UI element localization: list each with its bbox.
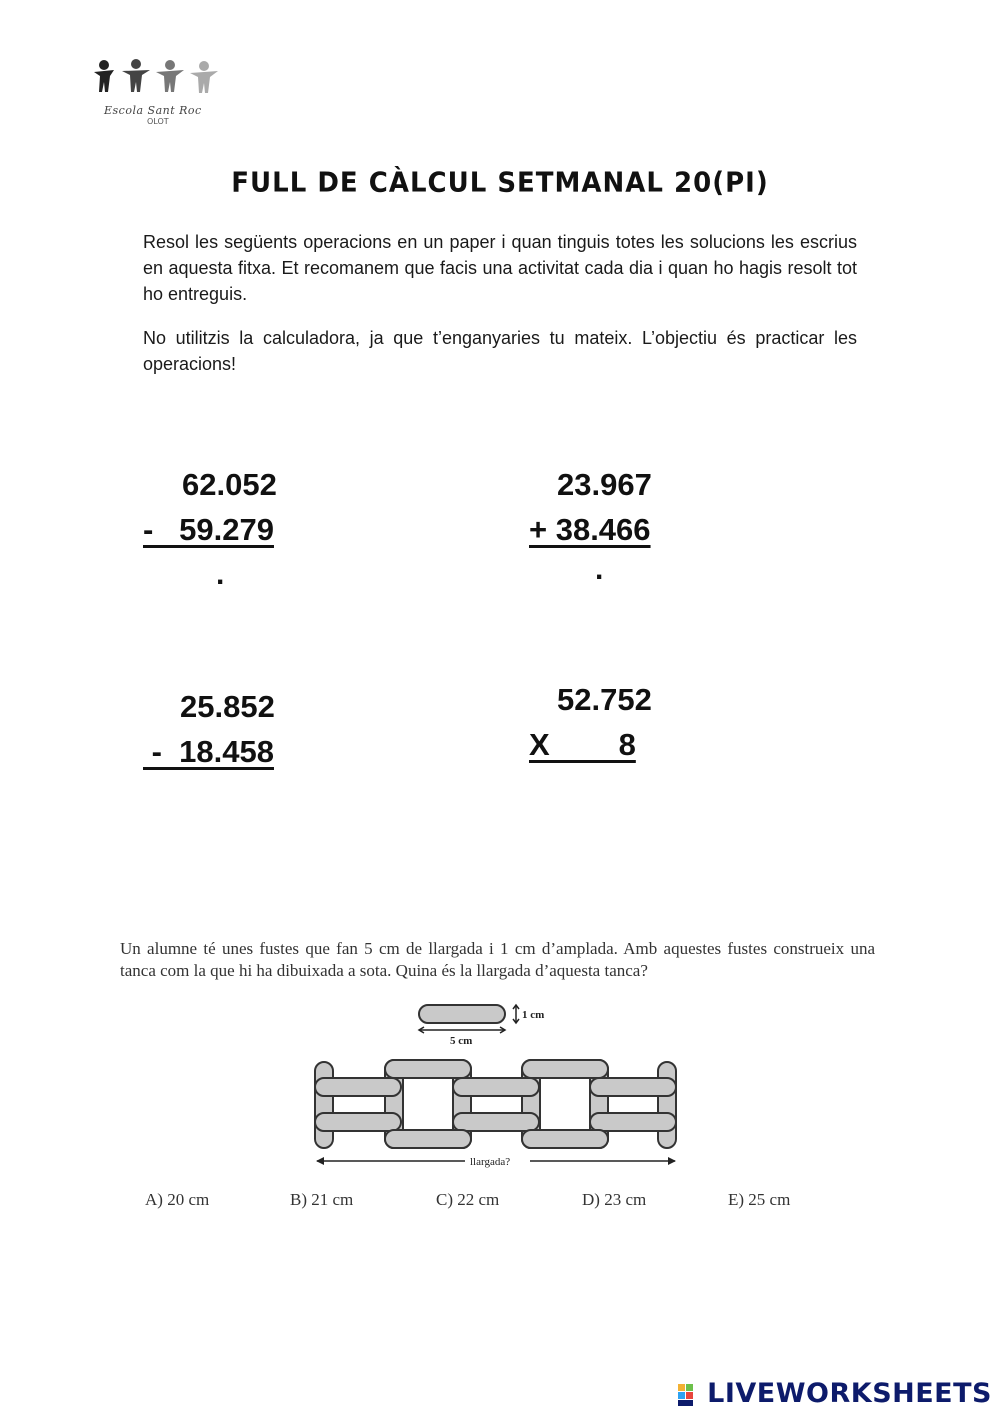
dim-height-label: 1 cm xyxy=(522,1009,545,1021)
op2-top: 23.967 xyxy=(557,467,652,502)
op4-top: 52.752 xyxy=(557,682,652,717)
option-a[interactable]: A) 20 cm xyxy=(145,1190,210,1209)
page-title: FULL DE CÀLCUL SETMANAL 20(PI) xyxy=(231,167,769,199)
fence-diagram xyxy=(300,1000,700,1170)
option-c[interactable]: C) 22 cm xyxy=(436,1190,500,1209)
op3-top: 25.852 xyxy=(180,689,275,724)
answer-options xyxy=(0,1190,1000,1214)
option-e[interactable]: E) 25 cm xyxy=(728,1190,791,1209)
op1-top: 62.052 xyxy=(182,467,277,502)
op4-bottom: X 8 xyxy=(529,727,636,762)
instructions-paragraph-1: Resol les següents operacions en un paper i quan tinguis totes les solucions les escrius en aquesta fitxa. Et recomanem que facis una activitat cada dia i quan ho hagis resolt tot ho entreguis. xyxy=(143,232,857,304)
op2-answer: . xyxy=(595,553,604,586)
op1-answer: . xyxy=(216,558,225,591)
op2-bottom: + 38.466 xyxy=(529,512,651,547)
dim-width-label: 5 cm xyxy=(450,1035,473,1047)
school-logo xyxy=(92,58,227,130)
school-city: OLOT xyxy=(147,117,169,126)
length-label: llargada? xyxy=(470,1156,511,1168)
problem-text: Un alumne té unes fustes que fan 5 cm de llargada i 1 cm d’amplada. Amb aquestes fustes construeix una tanca com la que hi ha dibuixada a sota. Quina és la llargada d’aquesta tanca? xyxy=(120,939,875,980)
op3-bottom: - 18.458 xyxy=(143,734,274,769)
option-d[interactable]: D) 23 cm xyxy=(582,1190,647,1209)
op1-bottom: - 59.279 xyxy=(143,512,274,547)
school-name: Escola Sant Roc xyxy=(104,104,202,117)
footer-brand-text: LIVEWORKSHEETS xyxy=(707,1378,992,1409)
sample-plank xyxy=(419,1005,505,1023)
footer-brand xyxy=(677,1378,992,1409)
liveworksheets-logo-icon xyxy=(677,1382,703,1408)
instructions-paragraph-2: No utilitzis la calculadora, ja que t’enganyaries tu mateix. L’objectiu és practicar les operacions! xyxy=(143,328,857,374)
option-b[interactable]: B) 21 cm xyxy=(290,1190,354,1209)
people-chain-icon xyxy=(92,58,222,98)
